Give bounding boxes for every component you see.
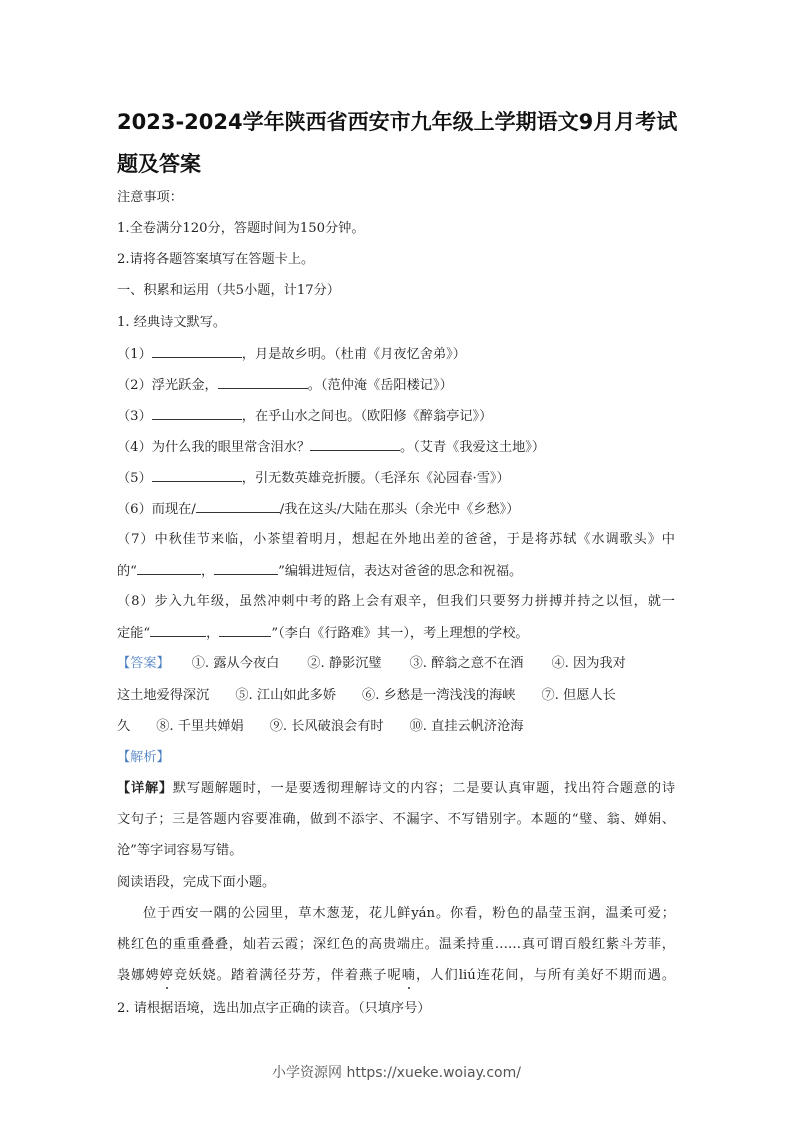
item-pre: 的“ (117, 564, 137, 579)
notice-item: 2.请将各题答案填写在答题卡上。 (117, 252, 315, 267)
reading-paragraph-line2: 桃红色的重重叠叠，灿若云霞；深红色的高贵端庄。温柔持重……真可谓百般红紫斗芳菲， (117, 937, 675, 952)
notice-heading: 注意事项： (117, 190, 183, 205)
item-post: ”（李白《行路难》其一），考上理想的学校。 (271, 626, 529, 641)
answer-item: ③. 醉翁之意不在酒 (409, 656, 524, 671)
item-pre: 定能“ (117, 626, 151, 641)
item-number: （6） (117, 502, 152, 517)
fill-item-8-line2 (117, 623, 529, 644)
item-post: 。（艾青《我爱这土地》） (400, 440, 546, 455)
fill-item-6 (117, 499, 519, 520)
item-mid: ， (200, 564, 215, 579)
answer-blank (310, 437, 400, 451)
footer-watermark: 小学资源网 https://xueke.woiay.com/ (272, 1065, 521, 1081)
answer-blank (137, 561, 201, 575)
answer-item: 久 (117, 719, 131, 734)
item-post: /我在这头/大陆在那头（余光中《乡愁》） (279, 502, 520, 517)
reading-intro: 阅读语段，完成下面小题。 (117, 875, 276, 890)
detail-text: 默写题解题时，一是要透彻理解诗文的内容；二是要认真审题，找出符合题意的诗 (172, 781, 676, 796)
reading-paragraph-line3 (117, 966, 675, 986)
answer-line-1 (117, 654, 644, 674)
item-number: （5） (117, 471, 152, 486)
analysis-detail-line1 (117, 779, 675, 799)
answer-item: ④. 因为我对 (551, 656, 626, 671)
item-number: （2） (117, 378, 152, 393)
answer-blank (150, 623, 206, 637)
answer-blank (152, 344, 242, 358)
fill-item-2 (117, 375, 453, 396)
answer-item: ①. 露从今夜白 (191, 656, 280, 671)
answer-item: ②. 静影沉璧 (307, 656, 382, 671)
fill-item-3 (117, 406, 492, 427)
fill-item-1 (117, 344, 466, 365)
emphasis-dot-char: 喃 (401, 968, 417, 983)
fill-item-8-line1: （8）步入九年级，虽然冲刺中考的路上会有艰辛，但我们只要努力拼搏并持之以恒，就一 (117, 594, 675, 609)
item-pre: 浮光跃金， (151, 378, 218, 393)
item-mid: ， (206, 626, 220, 641)
answer-label: 【答案】 (117, 656, 170, 671)
item-pre: 为什么我的眼里常含泪水？ (151, 440, 311, 455)
section-heading: 一、积累和运用（共5小题，计17分） (117, 283, 340, 298)
fill-item-7-line2 (117, 561, 522, 582)
item-number: （1） (117, 347, 152, 362)
emphasis-dot-char: 婷 (159, 968, 174, 983)
reading-paragraph-line1: 位于西安一隅的公园里，草木葱茏，花儿鲜yán。你看，粉色的晶莹玉润，温柔可爱； (143, 906, 675, 921)
item-post: ，月是故乡明。（杜甫《月夜忆舍弟》） (241, 347, 466, 362)
fill-item-4 (117, 437, 545, 458)
analysis-detail-line2: 文句子；三是答题内容要准确，做到不添字、不漏字、不写错别字。本题的“璧、翁、婵娟、 (117, 812, 675, 827)
item-number: （3） (117, 409, 152, 424)
answer-blank (152, 406, 242, 420)
analysis-label: 【解析】 (117, 750, 170, 765)
item-number: （4） (117, 440, 152, 455)
answer-line-2 (117, 686, 634, 706)
fill-item-5 (117, 468, 510, 489)
answer-item: ⑩. 直挂云帆济沧海 (409, 719, 524, 734)
answer-blank (196, 499, 280, 513)
item-pre: 而现在/ (151, 502, 196, 517)
answer-blank (218, 375, 308, 389)
fill-item-7-line1: （7）中秋佳节来临，小茶望着明月，想起在外地出差的爸爸，于是将苏轼《水调歌头》中 (117, 532, 675, 547)
item-post: 。（范仲淹《岳阳楼记》） (307, 378, 453, 393)
answer-blank (214, 561, 278, 575)
question-stem: 1. 经典诗文默写。 (117, 315, 227, 330)
para-text: ，人们liú连花间，与所有美好不期而遇。 (416, 968, 676, 983)
answer-blank (219, 623, 271, 637)
item-post: ，引无数英雄竞折腰。（毛泽东《沁园春·雪》） (241, 471, 510, 486)
item-post: ”编辑进短信，表达对爸爸的思念和祝福。 (278, 564, 523, 579)
answer-line-3 (117, 717, 541, 737)
item-post: ，在乎山水之间也。（欧阳修《醉翁亭记》） (241, 409, 493, 424)
para-text: 袅娜娉 (117, 968, 160, 983)
answer-item: ⑦. 但愿人长 (541, 688, 616, 703)
notice-item: 1.全卷满分120分，答题时间为150分钟。 (117, 221, 365, 236)
answer-item: ⑥. 乡愁是一湾浅浅的海峡 (362, 688, 516, 703)
answer-item: ⑧. 千里共婵娟 (156, 719, 244, 734)
answer-item: ⑤. 江山如此多娇 (235, 688, 337, 703)
para-text: 竞妖娆。踏着满径芬芳，伴着燕子呢 (173, 968, 402, 983)
question-2-stem: 2. 请根据语境，选出加点字正确的读音。（只填序号） (117, 1001, 431, 1016)
answer-item: 这土地爱得深沉 (117, 688, 210, 703)
answer-item: ⑨. 长风破浪会有时 (269, 719, 384, 734)
analysis-detail-line3: 沧”等字词容易写错。 (117, 843, 243, 858)
page-title: 2023-2024学年陕西省西安市九年级上学期语文9月月考试题及答案 (117, 110, 678, 176)
answer-blank (152, 468, 242, 482)
detail-label: 【详解】 (117, 781, 173, 796)
